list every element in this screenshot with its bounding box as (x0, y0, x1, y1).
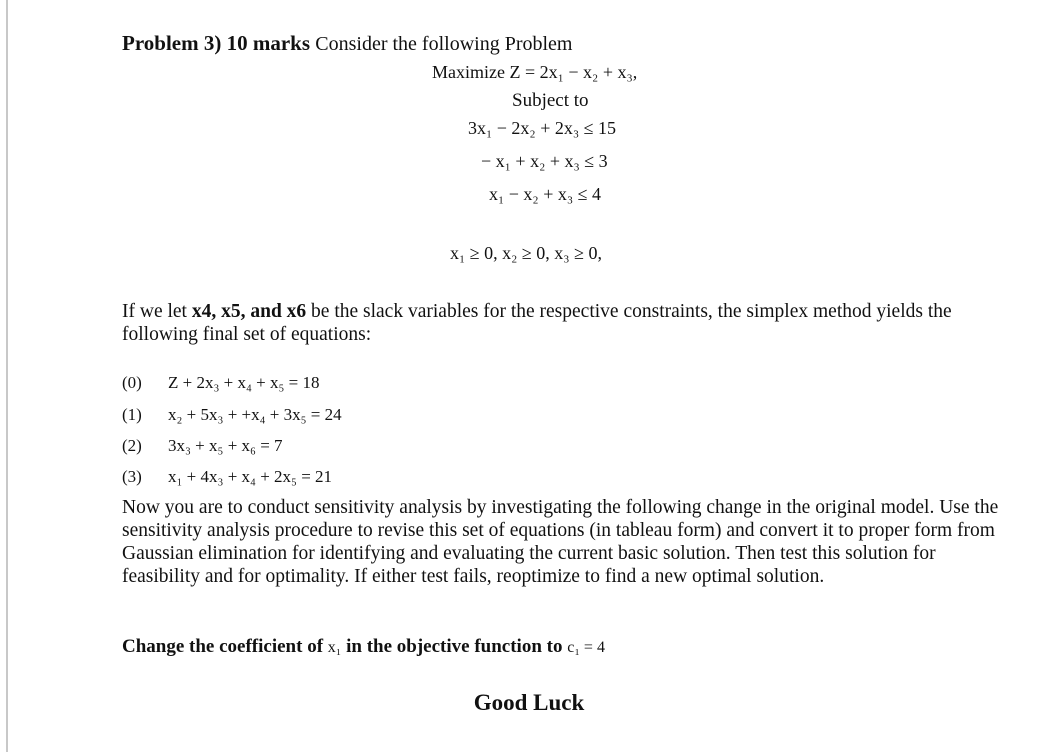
final-equation-0 (122, 373, 320, 393)
objective-function: Maximize Z = 2x₁ − x₂ + x₃, (432, 62, 638, 82)
change-statement (122, 636, 605, 658)
equation-tag: (3) (122, 467, 142, 486)
instructions-paragraph: Now you are to conduct sensitivity analysis by investigating the following change in the original model. Use the sensitivity analysis procedure to revise this set of equations (in tableau form) and convert it to proper form from Gaussian elimination for identifying and evaluating the current basic solution. Then test this solution for feasibility and for optimality. If either test fails, reoptimize to find a new optimal solution. (122, 497, 999, 587)
constraint-3: x₁ − x₂ + x₃ ≤ 4 (489, 184, 602, 204)
equation-body: x₂ + 5x₃ + +x₄ + 3x₅ = 24 (168, 405, 342, 424)
constraint-2: − x₁ + x₂ + x₃ ≤ 3 (481, 151, 608, 171)
equation-body: 3x₃ + x₅ + x₆ = 7 (168, 436, 283, 455)
change-value: c₁ = 4 (567, 639, 605, 656)
slack-variables-paragraph (122, 300, 1002, 346)
closing-text: Good Luck (473, 690, 585, 715)
equation-body: Z + 2x₃ + x₄ + x₅ = 18 (168, 373, 320, 392)
equation-tag: (1) (122, 405, 142, 424)
constraint-1: 3x₁ − 2x₂ + 2x₃ ≤ 15 (468, 118, 617, 138)
final-equation-2 (122, 436, 283, 456)
final-equation-1 (122, 405, 342, 425)
slack-text-before: If we let (122, 301, 192, 322)
page-left-border (6, 0, 8, 752)
nonnegativity-constraints: x₁ ≥ 0, x₂ ≥ 0, x₃ ≥ 0, (450, 243, 602, 263)
subject-to-label: Subject to (512, 90, 589, 111)
final-equation-3 (122, 467, 332, 487)
equation-tag: (2) (122, 436, 142, 455)
problem-intro: Consider the following Problem (315, 33, 573, 55)
problem-heading: Problem 3) 10 marks (122, 31, 311, 55)
slack-variables: x4, x5, and x6 (191, 301, 307, 322)
change-text-a: Change the coefficient of (122, 636, 328, 657)
change-text-b: in the objective function to (341, 636, 568, 657)
equation-tag: (0) (122, 373, 142, 392)
change-variable: x₁ (327, 639, 342, 656)
equation-body: x₁ + 4x₃ + x₄ + 2x₅ = 21 (168, 467, 333, 486)
problem-title (122, 31, 572, 56)
slack-text-after: be the slack variables for the respective constraints, the simplex method yields the following final set of equations: (122, 301, 952, 345)
